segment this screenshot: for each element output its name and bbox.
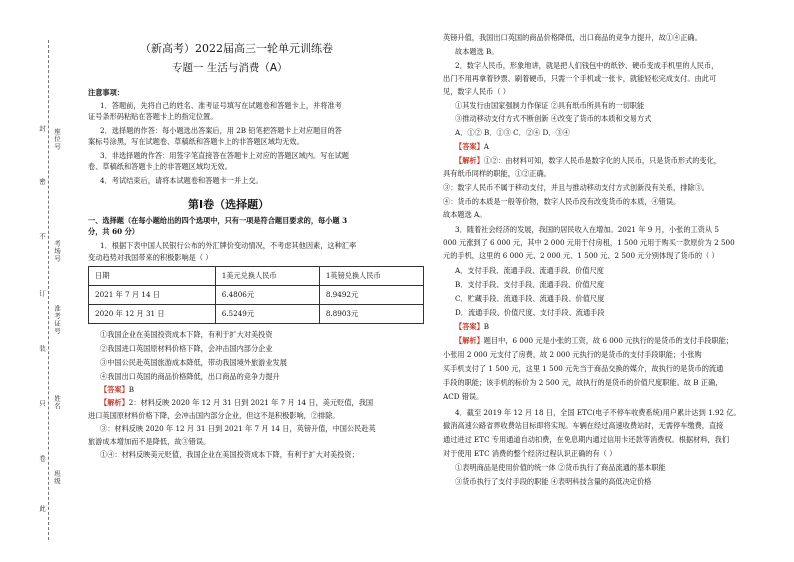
q3-analysis-line <box>455 336 733 345</box>
q1-analysis-line: 故本题选 B。 <box>455 47 499 56</box>
table-row <box>89 305 424 324</box>
page-title: （新高考）2022届高三一轮单元训练卷 <box>140 42 333 55</box>
q3-choice: B．支付手段、支付手段、流通手段、价值尺度 <box>455 280 605 289</box>
q2-option: ①其发行由国家强制力作保证 ②具有纸币所具有的一切职能 <box>455 101 645 110</box>
class-label: 班级 <box>53 470 61 485</box>
seal-char-5: 装 <box>38 345 46 353</box>
q3-analysis-line: 手段的职能；该手机的标价为 2 500 元，故执行的是货币的价值尺度职能。故 B 正确， <box>443 378 723 387</box>
q4-option: ③货币执行了支付手段的职能 ④表明科技含量的高低决定价格 <box>455 477 652 486</box>
q2-analysis-line: ③：数字人民币不属于移动支付，并且与推动移动支付方式创新没有关系，排除③。 <box>443 183 709 192</box>
q1-analysis-line: ①④：材料反映美元贬值，我国企业在美国投资成本下降，有利于扩大对美投资； <box>100 450 359 459</box>
analysis-label: 【解析】 <box>455 336 484 345</box>
q1-option: ④我国出口英国的商品价格降低，出口商品的竞争力提升 <box>100 372 280 381</box>
q1-analysis-line: 旅游成本增加而不是降低，故③错误。 <box>88 437 211 446</box>
q1-analysis-line <box>100 398 373 407</box>
q1-answer <box>100 385 134 394</box>
binding-line <box>48 40 49 540</box>
q3-stem: 3．随着社会经济的发展，我国的居民收入在增加。2021 年 9 月，小张的工资从 5 <box>455 225 719 234</box>
analysis-label: 【解析】 <box>455 156 484 165</box>
notice-line: 卷、草稿纸和答题卡上的非答题区域均无效。 <box>88 162 232 171</box>
q4-option: ①表明商品是使用价值的统一体 ②货币执行了商品流通的基本职能 <box>455 463 666 472</box>
table-row <box>89 267 424 286</box>
q1-analysis-line: 进口英国原材料价格下降，会冲击国内部分企业，但这不是积极影响，②排除。 <box>88 411 340 420</box>
q3-analysis-line: 买手机支付了 1 500 元，这里 1 500 元先当于商品交换的媒介，故执行的是货币的流通 <box>443 364 724 373</box>
q1-stem: 变动趋势对我国带来的积极影响是（ ） <box>88 253 213 262</box>
seal-char-6: 只 <box>38 400 46 408</box>
answer-value: B <box>128 385 135 394</box>
answer-label: 【答案】 <box>455 142 484 151</box>
seal-char-1: 封 <box>38 125 46 133</box>
notice-heading: 注意事项： <box>88 88 124 97</box>
table-cell: 6.5249元 <box>215 305 319 324</box>
q2-answer <box>455 142 489 151</box>
admission-number-label: 准考证号 <box>53 305 61 335</box>
answer-label: 【答案】 <box>455 322 484 331</box>
table-cell: 8.8903元 <box>319 305 423 324</box>
notice-line: 证号条形码粘贴在答题卡上的指定位置。 <box>88 112 218 121</box>
analysis-text: 题目中，6 000 元是小张的工资，故 6 000 元执行的是货币的支付手段职能； <box>483 336 734 345</box>
q2-stem: 见，数字人民币（ ） <box>443 87 510 96</box>
q3-analysis-line: ACD 错误。 <box>443 392 484 401</box>
name-label: 姓名 <box>53 395 61 410</box>
q2-analysis-line: 故本题选 A。 <box>443 210 487 219</box>
q1-analysis-line: ③：材料反映 2020 年 12 月 31 日到 2021 年 7 月 14 日，英镑升值，中国公民赴英 <box>100 424 376 433</box>
q2-analysis-line <box>455 156 721 165</box>
q1-option: ②我国进口英国原材料价格下降，会冲击国内部分企业 <box>100 344 273 353</box>
table-row <box>89 286 424 305</box>
exam-room-label: 考场号 <box>53 240 61 263</box>
answer-value: A <box>483 142 489 151</box>
q2-stem: 出门不用再拿着钞票、刷着硬币，只需一个手机或一张卡，就能轻松完成支付。由此可 <box>443 74 717 83</box>
q1-analysis-line: 英镑升值，我国出口英国的商品价格降低，出口商品的竞争力提升，故①④正确。 <box>443 33 702 42</box>
seat-number-label: 座位号 <box>53 128 61 151</box>
analysis-text: 2：材料反映 2020 年 12 月 31 日到 2021 年 7 月 14 日，美元贬值，我国 <box>128 398 374 407</box>
table-cell: 8.9492元 <box>319 286 423 305</box>
page-subtitle: 专题一 生活与消费（A） <box>172 62 288 74</box>
table-header-cell: 1英镑兑换人民币 <box>319 267 423 286</box>
section-title: 第Ⅰ卷（选择题） <box>188 198 270 211</box>
section-intro: 分，共 60 分） <box>88 227 139 236</box>
seal-char-8: 此 <box>38 505 46 513</box>
seal-char-2: 密 <box>38 178 46 186</box>
q3-analysis-line: 小张用 2 000 元支付了房费，故 2 000 元执行的是货币的支付手段职能；小张购 <box>443 350 702 359</box>
table-header-cell: 1美元兑换人民币 <box>215 267 319 286</box>
q2-choices: A．①② B．①③ C．②④ D．③④ <box>455 128 570 137</box>
notice-line: 案标号涂黑，写在试题卷、草稿纸和答题卡上的非答题区域均无效。 <box>88 137 304 146</box>
table-cell: 2021 年 7 月 14 日 <box>89 286 216 305</box>
q3-stem: 000 元涨到了 6 000 元，其中 2 000 元用于付房租，1 500 元用于购买一款原价为 2 500 <box>443 238 735 247</box>
q3-choice: A．支付手段、流通手段、流通手段、价值尺度 <box>455 266 604 275</box>
q3-stem: 元的手机，这里的 6 000 元、2 000 元、1 500 元、2 500 元分别体现了货币的（ ） <box>443 251 719 260</box>
seal-char-7: 卷 <box>38 455 46 463</box>
analysis-text: ①②：由材料可知，数字人民币是数字化的人民币，只是货币形式的变化， <box>483 156 721 165</box>
q2-analysis-line: 具有纸币同样的职能，①②正确。 <box>443 169 551 178</box>
seal-char-4: 订 <box>38 290 46 298</box>
exchange-rate-table <box>88 266 424 324</box>
q4-stem: 撤消高速公路省界收费站目标即将实现。车辆在经过高速收费站时，无需停车缴费，直接 <box>443 421 724 430</box>
q4-stem: 4．截至 2019 年 12 月 18 日，全国 ETC(电子不停车收费系统)用户累计达到 1.92 亿。 <box>455 408 741 417</box>
q1-option: ①我国企业在美国投资成本下降，有利于扩大对美投资 <box>100 330 273 339</box>
q3-choice: D．流通手段、价值尺度、支付手段、流通手段 <box>455 308 605 317</box>
notice-line: 1．答题前，先将自己的姓名、准考证号填写在试题卷和答题卡上，并将准考 <box>100 101 342 110</box>
q3-answer <box>455 322 489 331</box>
table-cell: 6.4806元 <box>215 286 319 305</box>
answer-value: B <box>483 322 490 331</box>
q1-option: ③中国公民赴英国旅游成本降低，带动我国境外旅游业发展 <box>100 358 287 367</box>
table-header-cell: 日期 <box>89 267 216 286</box>
q4-stem: 对于使用 ETC 消费的整个经济过程认识正确的有（ ） <box>443 449 617 458</box>
table-cell: 2020 年 12 月 31 日 <box>89 305 216 324</box>
q3-choice: C．贮藏手段、流通手段、流通手段、价值尺度 <box>455 294 605 303</box>
notice-line: 2．选择题的作答：每小题选出答案后，用 2B 铅笔把答题卡上对应题目的答 <box>100 126 342 135</box>
q2-stem: 2．数字人民币，形象地讲，就是把人们钱包中的纸钞、硬币变成手机里的人民币， <box>455 61 719 70</box>
q2-option: ③推动移动支付方式不断创新 ④改变了货币的本质和交易方式 <box>455 114 652 123</box>
notice-line: 4．考试结束后，请将本试题卷和答题卡一并上交。 <box>100 176 263 185</box>
section-intro: 一、选择题（在每小题给出的四个选项中，只有一项是符合题目要求的，每小题 3 <box>88 216 348 225</box>
q1-stem: 1．根据下表中国人民银行公布的外汇牌价变动情况，不考虑其他因素，这种汇率 <box>100 241 357 250</box>
answer-label: 【答案】 <box>100 385 129 394</box>
q2-analysis-line: ④：货币的本质是一般等价物，数字人民币没有改变货币的本质，④错误。 <box>443 197 681 206</box>
notice-line: 3．非选择题的作答：用签字笔直接答在答题卡上对应的答题区域内。写在试题 <box>100 151 349 160</box>
analysis-label: 【解析】 <box>100 398 129 407</box>
seal-char-3: 不 <box>38 233 46 241</box>
q4-stem: 通过进过 ETC 专用通道自动扣费，在免息期内通过信用卡还款等消费权。根据材料，我们 <box>443 435 730 444</box>
